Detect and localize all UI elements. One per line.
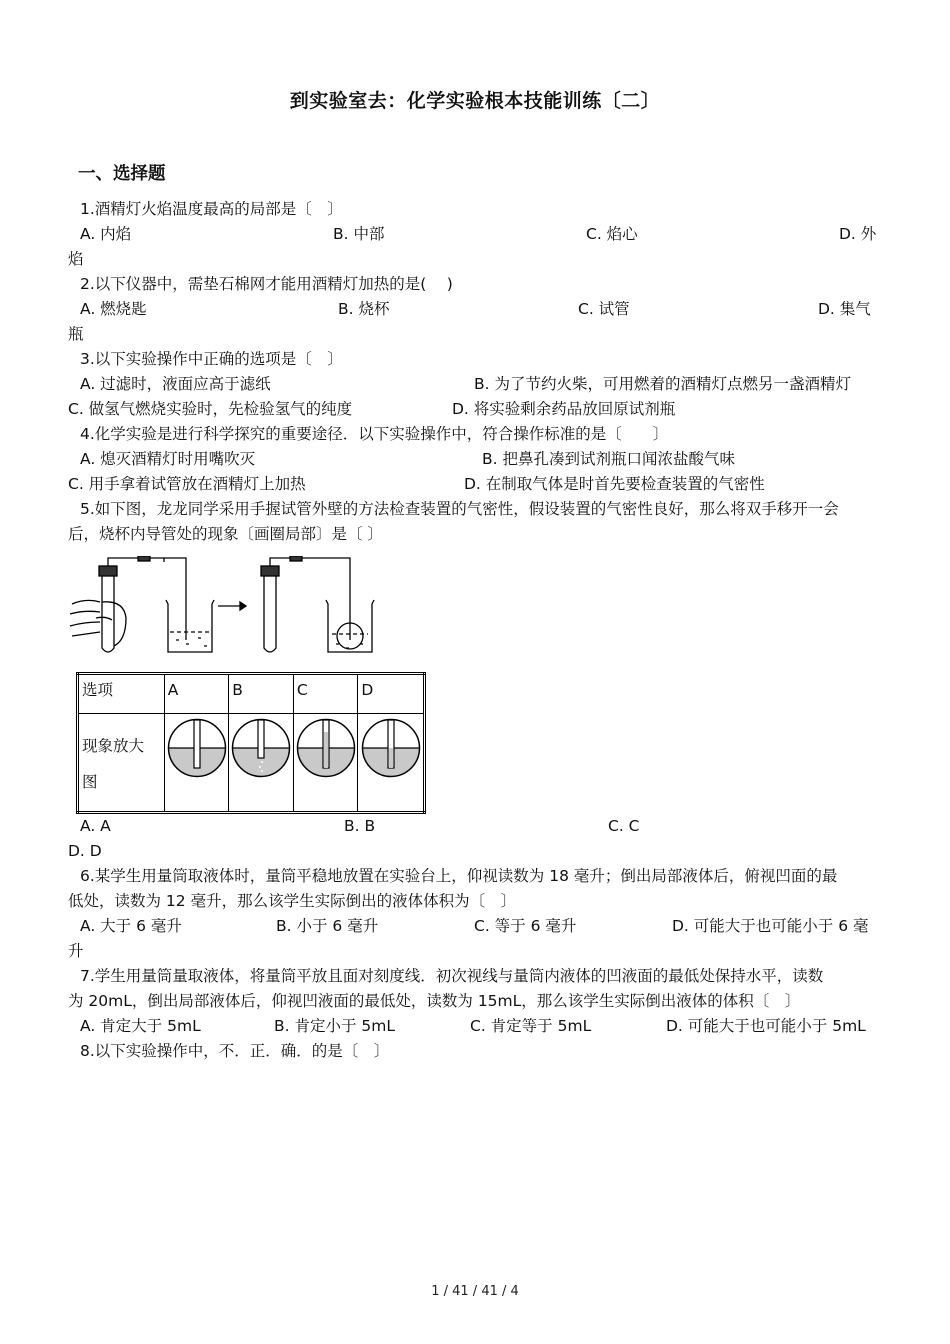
q5-option-a: A. A xyxy=(80,817,111,835)
table-header-label: 选项 xyxy=(78,674,165,714)
q2-option-d-wrap: 瓶 xyxy=(68,325,84,343)
table-col-d: D xyxy=(358,674,425,714)
q2-option-d: D. 集气 xyxy=(818,300,871,318)
q2-option-b: B. 烧杯 xyxy=(338,300,390,318)
table-row-label xyxy=(78,714,165,813)
q6-option-c: C. 等于 6 毫升 xyxy=(474,917,577,935)
q4-option-d: D. 在制取气体是时首先要检查装置的气密性 xyxy=(464,475,765,493)
page-number-footer: 1 / 41 / 41 / 4 xyxy=(431,1284,519,1299)
phenomenon-a-image xyxy=(167,718,227,778)
q7-option-b: B. 肯定小于 5mL xyxy=(274,1017,396,1035)
row-label-line1: 现象放大 xyxy=(82,737,145,755)
question-4-stem: 4.化学实验是进行科学探究的重要途径．以下实验操作中，符合操作标准的是〔 〕 xyxy=(80,425,669,443)
q6-option-d: D. 可能大于也可能小于 6 毫 xyxy=(672,917,869,935)
q4-option-a: A. 熄灭酒精灯时用嘴吹灭 xyxy=(80,450,256,468)
q7-option-d: D. 可能大于也可能小于 5mL xyxy=(666,1017,866,1035)
row-label-line2: 图 xyxy=(82,773,98,791)
q7-option-c: C. 肯定等于 5mL xyxy=(470,1017,592,1035)
phenomenon-b-image xyxy=(231,718,291,778)
page-title: 到实验室去：化学实验根本技能训练〔二〕 xyxy=(289,90,661,112)
q5-option-d: D. D xyxy=(68,842,102,860)
q7-option-a: A. 肯定大于 5mL xyxy=(80,1017,201,1035)
question-5-stem-line1: 5.如下图，龙龙同学采用手握试管外壁的方法检查装置的气密性，假设装置的气密性良好，那么将双手移开一会 xyxy=(80,500,839,518)
question-3-stem: 3.以下实验操作中正确的选项是〔 〕 xyxy=(80,350,343,368)
q2-option-a: A. 燃烧匙 xyxy=(80,300,147,318)
table-col-c: C xyxy=(293,674,358,714)
q1-option-c: C. 焰心 xyxy=(586,225,638,243)
phenomenon-d-image xyxy=(361,718,421,778)
options-table xyxy=(76,672,426,814)
q3-option-c: C. 做氢气燃烧实验时，先检验氢气的纯度 xyxy=(68,400,353,418)
question-7-stem-line1: 7.学生用量筒量取液体，将量筒平放且面对刻度线．初次视线与量筒内液体的凹液面的最低处保持水平，读数 xyxy=(80,967,824,985)
phenomenon-cell-c xyxy=(293,714,358,813)
q5-option-c: C. C xyxy=(608,817,640,835)
table-col-b: B xyxy=(229,674,294,714)
q3-option-a: A. 过滤时，液面应高于滤纸 xyxy=(80,375,271,393)
question-8-stem: 8.以下实验操作中，不．正．确．的是〔 〕 xyxy=(80,1042,390,1060)
q1-option-b: B. 中部 xyxy=(333,225,385,243)
question-5-stem-line2: 后，烧杯内导管处的现象〔画圈局部〕是〔 〕 xyxy=(68,525,383,543)
q2-option-c: C. 试管 xyxy=(578,300,630,318)
phenomenon-cell-b xyxy=(229,714,294,813)
section-heading: 一、选择题 xyxy=(78,164,166,184)
q1-option-d-wrap: 焰 xyxy=(68,250,84,268)
airtightness-apparatus-figure xyxy=(66,556,426,660)
q6-option-a: A. 大于 6 毫升 xyxy=(80,917,182,935)
question-6-stem-line2: 低处，读数为 12 毫升，那么该学生实际倒出的液体体积为〔 〕 xyxy=(68,892,517,910)
q1-option-a: A. 内焰 xyxy=(80,225,132,243)
q3-option-d: D. 将实验剩余药品放回原试剂瓶 xyxy=(452,400,676,418)
phenomenon-c-image xyxy=(296,718,356,778)
q1-option-d: D. 外 xyxy=(839,225,877,243)
q3-option-b: B. 为了节约火柴，可用燃着的酒精灯点燃另一盏酒精灯 xyxy=(474,375,851,393)
q5-option-b: B. B xyxy=(344,817,376,835)
q4-option-c: C. 用手拿着试管放在酒精灯上加热 xyxy=(68,475,306,493)
q4-option-b: B. 把鼻孔凑到试剂瓶口闻浓盐酸气味 xyxy=(482,450,735,468)
table-col-a: A xyxy=(164,674,229,714)
phenomenon-cell-a xyxy=(164,714,229,813)
q6-option-b: B. 小于 6 毫升 xyxy=(276,917,379,935)
phenomenon-cell-d xyxy=(358,714,425,813)
q6-option-d-wrap: 升 xyxy=(68,942,84,960)
question-2-stem: 2.以下仪器中，需垫石棉网才能用酒精灯加热的是( ) xyxy=(80,275,453,293)
question-1-stem: 1.酒精灯火焰温度最高的局部是〔 〕 xyxy=(80,200,343,218)
question-6-stem-line1: 6.某学生用量筒取液体时，量筒平稳地放置在实验台上，仰视读数为 18 毫升；倒出局部液体后，俯视凹面的最 xyxy=(80,867,838,885)
question-7-stem-line2: 为 20mL，倒出局部液体后，仰视凹液面的最低处，读数为 15mL，那么该学生实际倒出液体的体积〔 〕 xyxy=(68,992,801,1010)
